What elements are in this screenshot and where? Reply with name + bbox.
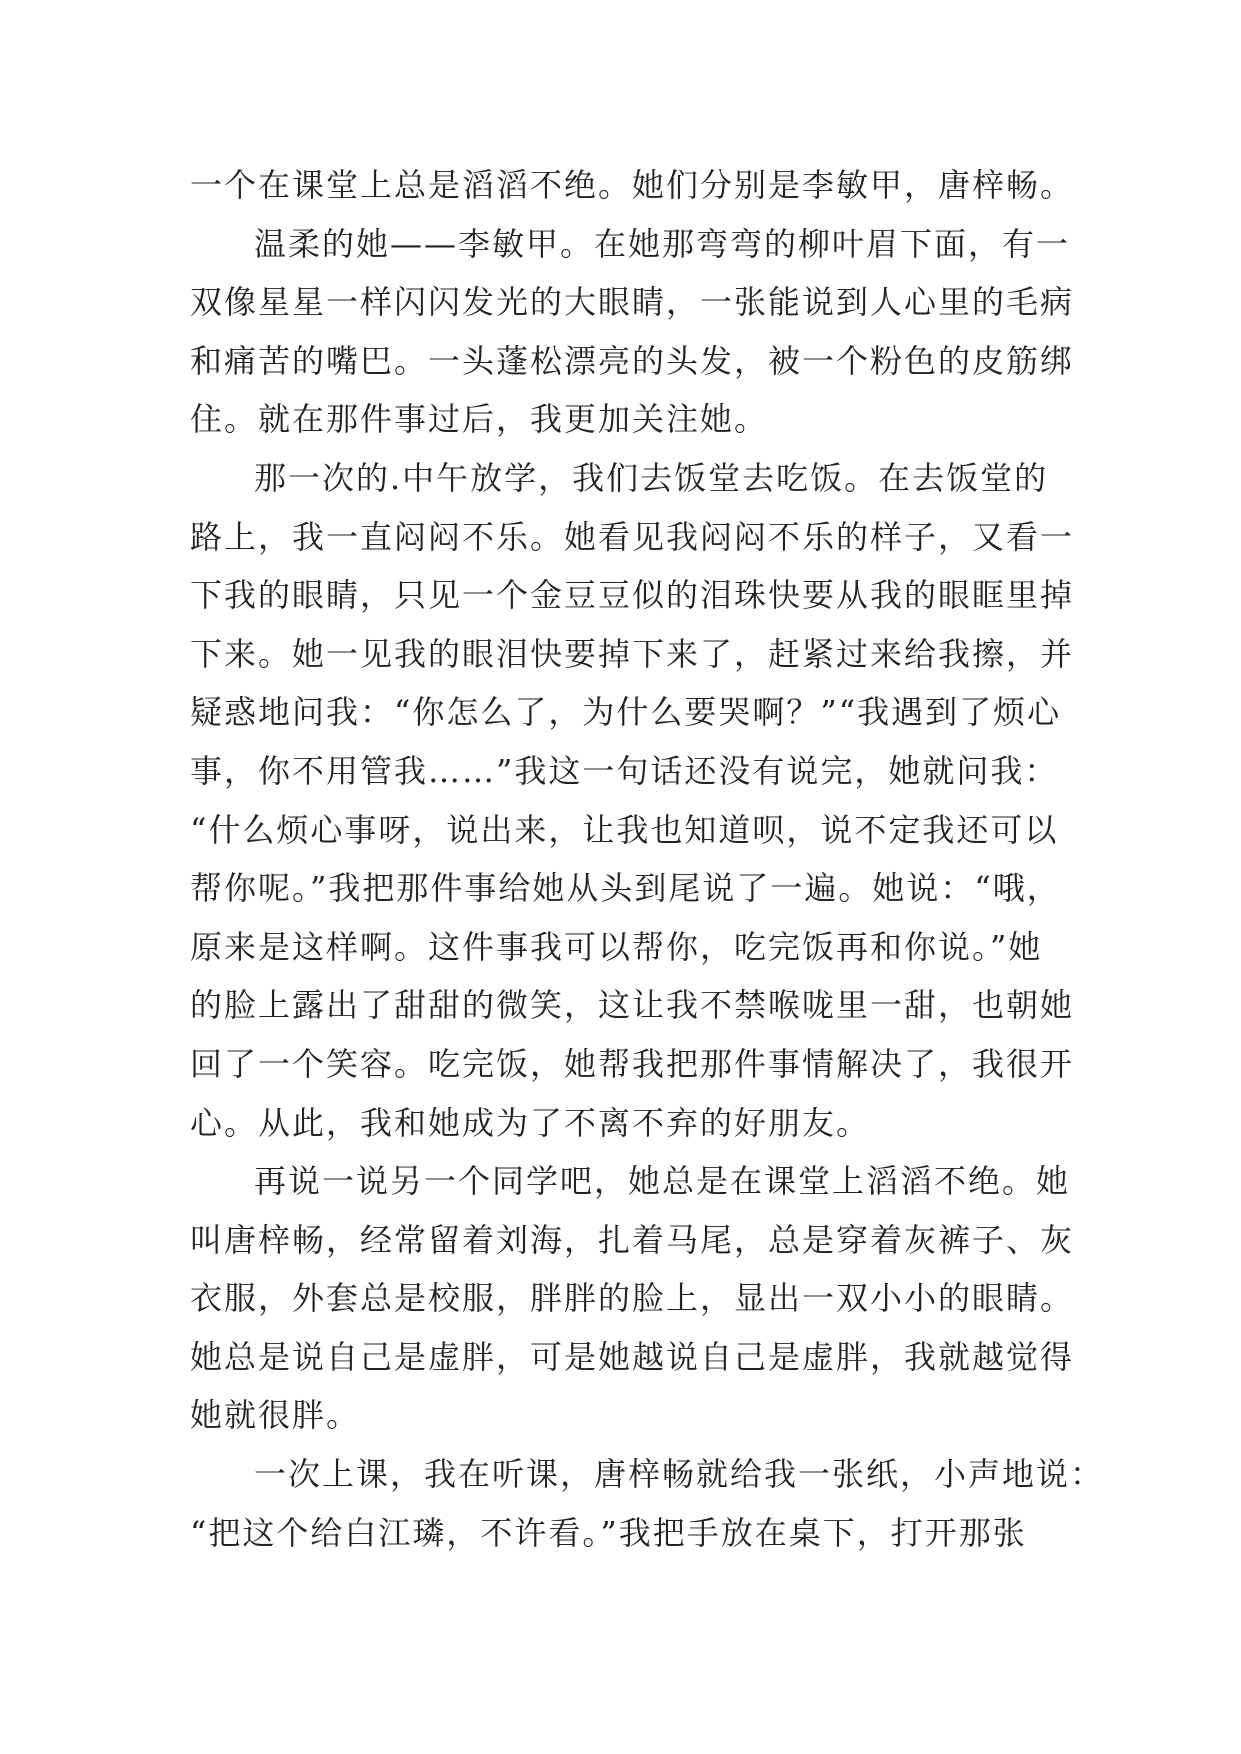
text-line: “把这个给白江璘，不许看。”我把手放在桌下，打开那张	[190, 1513, 1027, 1552]
text-line: 路上，我一直闷闷不乐。她看见我闷闷不乐的样子，又看一	[190, 517, 1075, 556]
text-line: 双像星星一样闪闪发光的大眼睛，一张能说到人心里的毛病	[190, 283, 1075, 322]
text-line: 她总是说自己是虚胖，可是她越说自己是虚胖，我就越觉得	[190, 1337, 1075, 1376]
text-line: 下来。她一见我的眼泪快要掉下来了，赶紧过来给我擦，并	[190, 634, 1075, 673]
text-line: 叫唐梓畅，经常留着刘海，扎着马尾，总是穿着灰裤子、灰	[190, 1220, 1075, 1259]
text-line: 和痛苦的嘴巴。一头蓬松漂亮的头发，被一个粉色的皮筋绑	[190, 341, 1075, 380]
text-line: 她就很胖。	[190, 1396, 361, 1435]
text-line: 回了一个笑容。吃完饭，她帮我把那件事情解决了，我很开	[190, 1044, 1075, 1083]
text-line: 住。就在那件事过后，我更加关注她。	[190, 400, 769, 439]
text-line: 再说一说另一个同学吧，她总是在课堂上滔滔不绝。她	[254, 1162, 1071, 1201]
text-line: 温柔的她——李敏甲。在她那弯弯的柳叶眉下面，有一	[254, 224, 1071, 263]
text-line: 一次上课，我在听课，唐梓畅就给我一张纸，小声地说：	[254, 1455, 1105, 1494]
text-line: 下我的眼睛，只见一个金豆豆似的泪珠快要从我的眼眶里掉	[190, 576, 1075, 615]
text-line: 那一次的.中午放学，我们去饭堂去吃饭。在去饭堂的	[254, 458, 1049, 497]
text-line: “什么烦心事呀，说出来，让我也知道呗，说不定我还可以	[190, 810, 1059, 849]
text-line: 疑惑地问我：“你怎么了，为什么要哭啊？”“我遇到了烦心	[190, 693, 1062, 732]
text-line: 衣服，外套总是校服，胖胖的脸上，显出一双小小的眼睛。	[190, 1279, 1075, 1318]
text-line: 心。从此，我和她成为了不离不弃的好朋友。	[190, 1103, 871, 1142]
text-line: 的脸上露出了甜甜的微笑，这让我不禁喉咙里一甜，也朝她	[190, 986, 1075, 1025]
text-line: 帮你呢。”我把那件事给她从头到尾说了一遍。她说：“哦，	[190, 869, 1061, 908]
text-line: 原来是这样啊。这件事我可以帮你，吃完饭再和你说。”她	[190, 927, 1043, 966]
text-line: 一个在课堂上总是滔滔不绝。她们分别是李敏甲，唐梓畅。	[190, 166, 1075, 204]
text-line: 事，你不用管我……”我这一句话还没有说完，她就问我：	[190, 751, 1059, 790]
essay-text	[190, 156, 1105, 1562]
